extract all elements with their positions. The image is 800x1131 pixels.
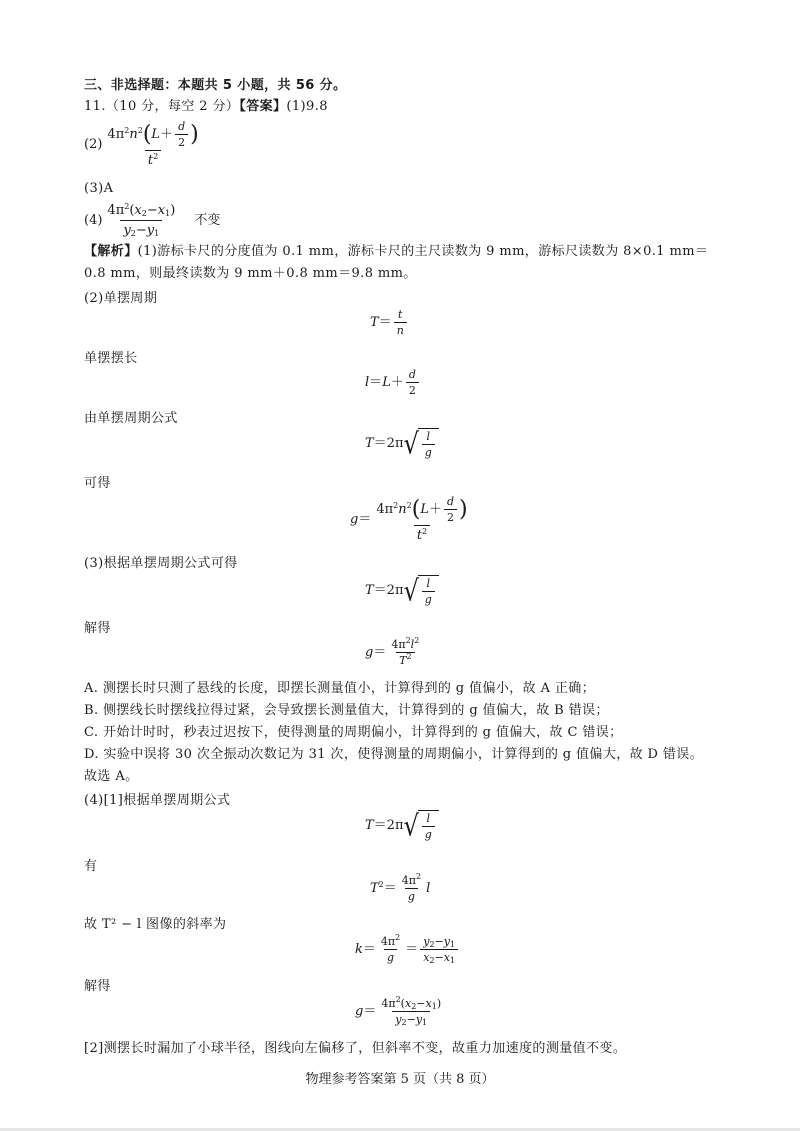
answer-tag: 【答案】 <box>239 99 287 114</box>
answer-4-suffix: 不变 <box>194 213 221 228</box>
equation-g-1: g＝ $4\pi^2n^2(L+$ $\frac{d}{2}$ ) $t^2$ <box>350 495 468 543</box>
answer-2 <box>84 120 204 169</box>
analysis-p2-length: 单摆摆长 <box>84 351 138 366</box>
answer-3: (3)A <box>84 181 114 196</box>
analysis-p4-have: 有 <box>84 859 98 874</box>
question-11-header <box>84 98 328 116</box>
equation-t-squared: $T^2=$ $\frac{4\pi^2}{g}$ l <box>370 872 431 903</box>
answer-4-formula: $\frac{4\pi^2(x_2-x_1)}{y_2-y_1}$ <box>107 202 176 238</box>
answer-4-label: (4) <box>84 213 103 228</box>
answer-2-formula: $4\pi^2n^2(L+$ $\frac{d}{2}$ ) $t^2$ <box>107 120 199 168</box>
option-c: C. 开始计时时，秒表过迟按下，使得测量的周期偏小，计算得到的 g 值偏大，故 C 错误； <box>84 725 623 740</box>
analysis-p2-get: 可得 <box>84 476 111 491</box>
question-11-score: 11.（10 分，每空 2 分） <box>84 99 240 114</box>
equation-period: T＝ $\frac{t}{n}$ <box>370 308 409 337</box>
option-b: B. 侧摆线长时摆线拉得过紧，会导致摆长测量值大，计算得到的 g 值偏大，故 B 错误； <box>84 703 609 718</box>
analysis-p4-last: [2]测摆长时漏加了小球半径，图线向左偏移了，但斜率不变，故重力加速度的测量值不变。 <box>84 1041 627 1056</box>
analysis-p3-title: (3)根据单摆周期公式可得 <box>84 556 238 571</box>
choose-answer: 故选 A。 <box>84 769 139 784</box>
analysis-p4-solve: 解得 <box>84 979 111 994</box>
analysis-p1-line2: 0.8 mm，则最终读数为 9 mm＋0.8 mm＝9.8 mm。 <box>84 266 417 281</box>
equation-pendulum-3: T＝2π √ $\frac{l}{g}$ <box>365 810 439 841</box>
equation-g-2: g＝ $\frac{4\pi^2l^2}{T^2}$ <box>365 636 420 667</box>
section-header: 三、非选择题：本题共 5 小题，共 56 分。 <box>84 78 347 93</box>
equation-pendulum-1: T＝2π √ $\frac{l}{g}$ <box>365 428 439 459</box>
analysis-p2-formula: 由单摆周期公式 <box>84 411 178 426</box>
option-a: A. 测摆长时只测了悬线的长度，即摆长测量值小，计算得到的 g 值偏小，故 A 正确； <box>84 681 596 696</box>
analysis-tag: 【解析】 <box>84 244 138 259</box>
analysis-p4-title: (4)[1]根据单摆周期公式 <box>84 793 231 808</box>
equation-pendulum-2: T＝2π √ $\frac{l}{g}$ <box>365 575 439 606</box>
page-footer: 物理参考答案第 5 页（共 8 页） <box>305 1072 495 1087</box>
analysis-p1-line1: 【解析】(1)游标卡尺的分度值为 0.1 mm，游标卡尺的主尺读数为 9 mm，游标尺读数为 8×0.1 mm＝ <box>84 244 709 259</box>
answer-2-label: (2) <box>84 137 103 152</box>
option-d: D. 实验中误将 30 次全振动次数记为 31 次，使得测量的周期偏小，计算得到的 g 值偏大，故 D 错误。 <box>84 747 704 762</box>
equation-g-3: g＝ $\frac{4\pi^2(x_2-x_1)}{y_2-y_1}$ <box>355 995 442 1027</box>
equation-slope: k＝ $\frac{4\pi^2}{g}$ ＝ $\frac{y_2-y_1}{x_2-x_1}$ <box>355 935 460 964</box>
analysis-p3-solve: 解得 <box>84 621 111 636</box>
answer-4 <box>84 202 220 239</box>
analysis-p2-title: (2)单摆周期 <box>84 291 158 306</box>
analysis-p4-slope: 故 T² − l 图像的斜率为 <box>84 917 227 932</box>
equation-length: l＝L＋ $\frac{d}{2}$ <box>365 368 421 397</box>
answer-1: (1)9.8 <box>286 99 328 114</box>
